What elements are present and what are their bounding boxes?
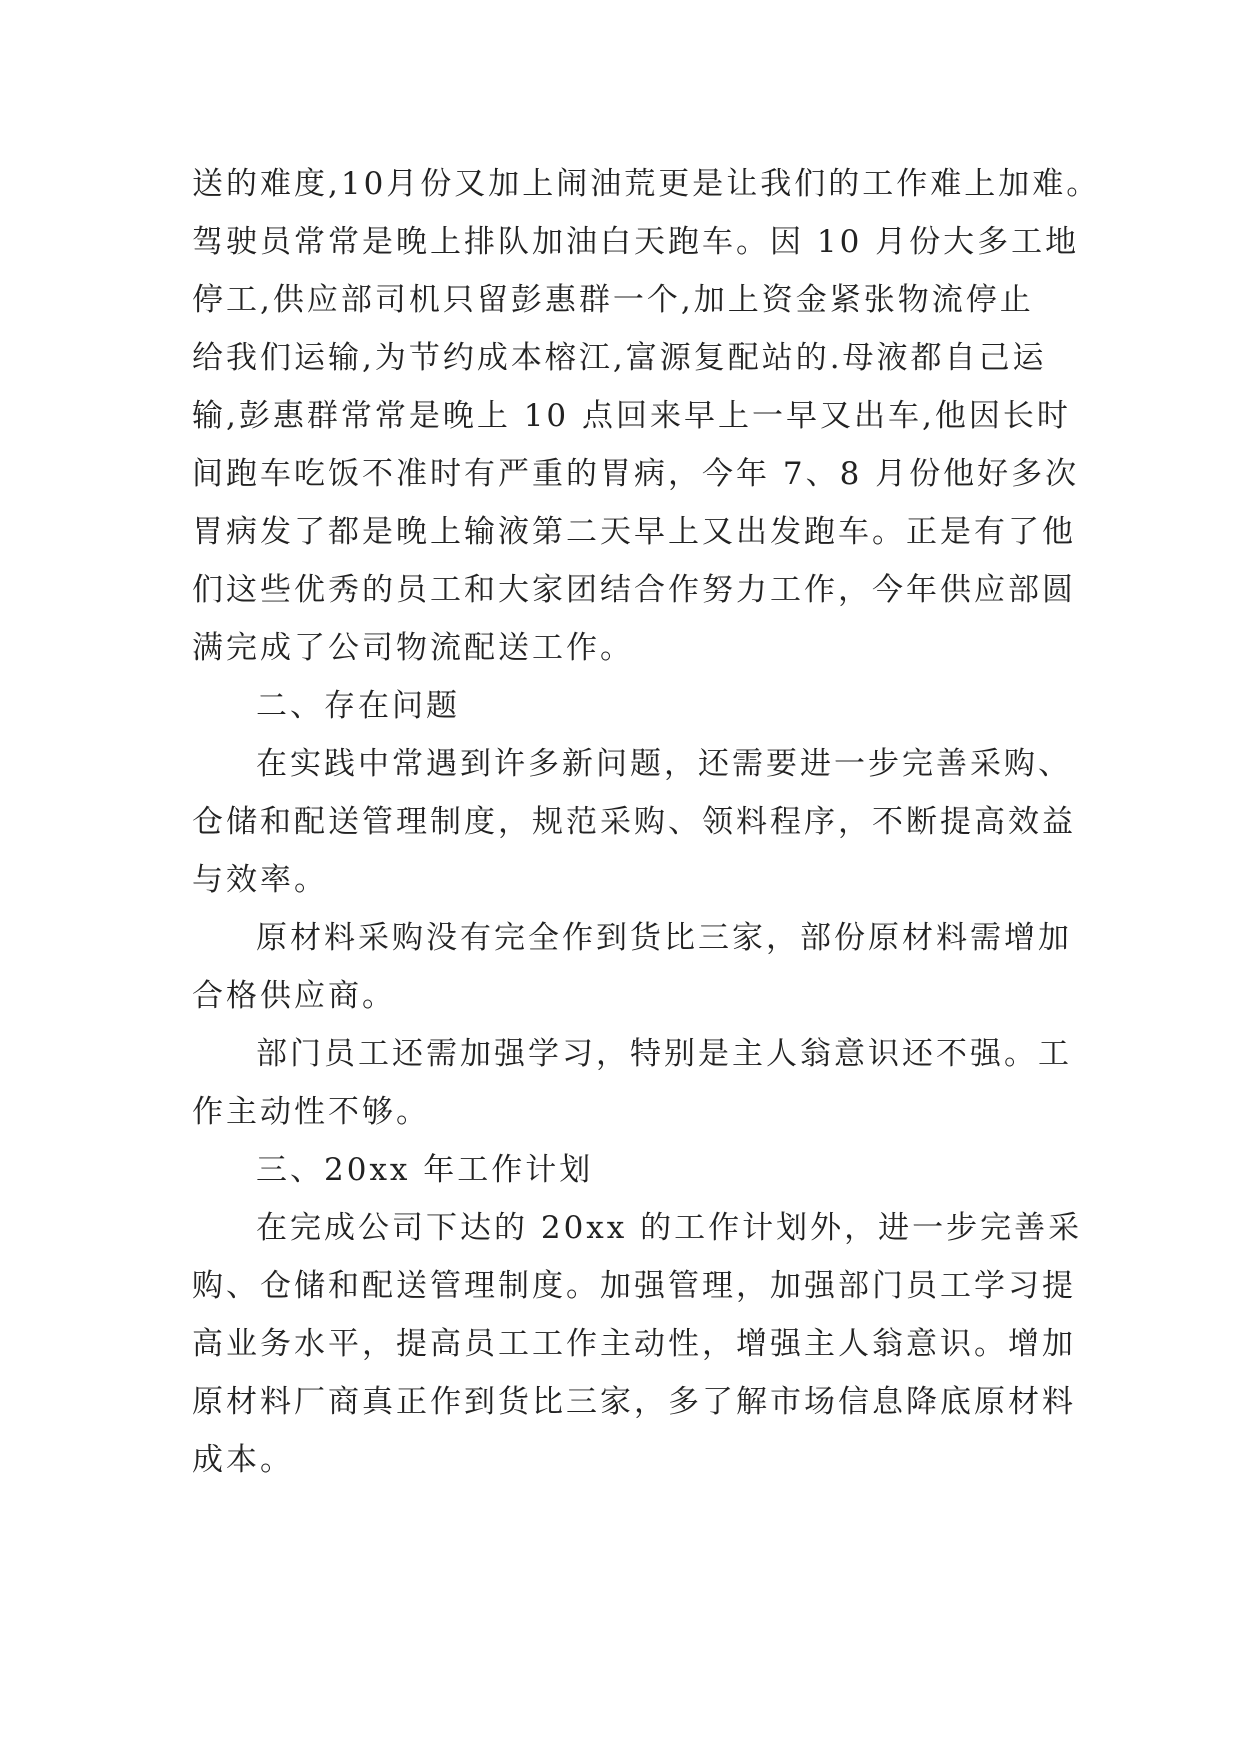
body-line: 部门员工还需加强学习，特别是主人翁意识还不强。工: [256, 1036, 1072, 1072]
body-line: 仓储和配送管理制度，规范采购、领料程序，不断提高效益: [192, 804, 1076, 840]
body-line: 间跑车吃饭不准时有严重的胃病，今年 7、8 月份他好多次: [192, 456, 1080, 492]
body-line: 停工,供应部司机只留彭惠群一个,加上资金紧张物流停止: [192, 282, 1034, 318]
body-line: 原材料厂商真正作到货比三家，多了解市场信息降底原材料: [192, 1384, 1076, 1420]
body-line: 在完成公司下达的 20xx 的工作计划外，进一步完善采: [256, 1210, 1083, 1246]
body-line: 原材料采购没有完全作到货比三家，部份原材料需增加: [256, 920, 1072, 956]
section-heading-plan: 三、20xx 年工作计划: [256, 1152, 594, 1188]
section-heading-problems: 二、存在问题: [256, 688, 460, 724]
body-line: 给我们运输,为节约成本榕江,富源复配站的.母液都自己运: [192, 340, 1047, 376]
body-line: 在实践中常遇到许多新问题，还需要进一步完善采购、: [256, 746, 1072, 782]
body-line: 满完成了公司物流配送工作。: [192, 630, 634, 666]
body-line: 作主动性不够。: [192, 1094, 430, 1130]
body-line: 送的难度,10月份又加上闹油荒更是让我们的工作难上加难。: [192, 166, 1101, 202]
body-line: 输,彭惠群常常是晚上 10 点回来早上一早又出车,他因长时: [192, 398, 1071, 434]
body-line: 胃病发了都是晚上输液第二天早上又出发跑车。正是有了他: [192, 514, 1076, 550]
body-line: 购、仓储和配送管理制度。加强管理，加强部门员工学习提: [192, 1268, 1076, 1304]
body-line: 与效率。: [192, 862, 328, 898]
document-body: [192, 155, 1101, 1489]
body-line: 们这些优秀的员工和大家团结合作努力工作，今年供应部圆: [192, 572, 1076, 608]
body-line: 合格供应商。: [192, 978, 396, 1014]
body-line: 成本。: [192, 1442, 294, 1478]
body-line: 高业务水平，提高员工工作主动性，增强主人翁意识。增加: [192, 1326, 1076, 1362]
body-line: 驾驶员常常是晚上排队加油白天跑车。因 10 月份大多工地: [192, 224, 1080, 260]
